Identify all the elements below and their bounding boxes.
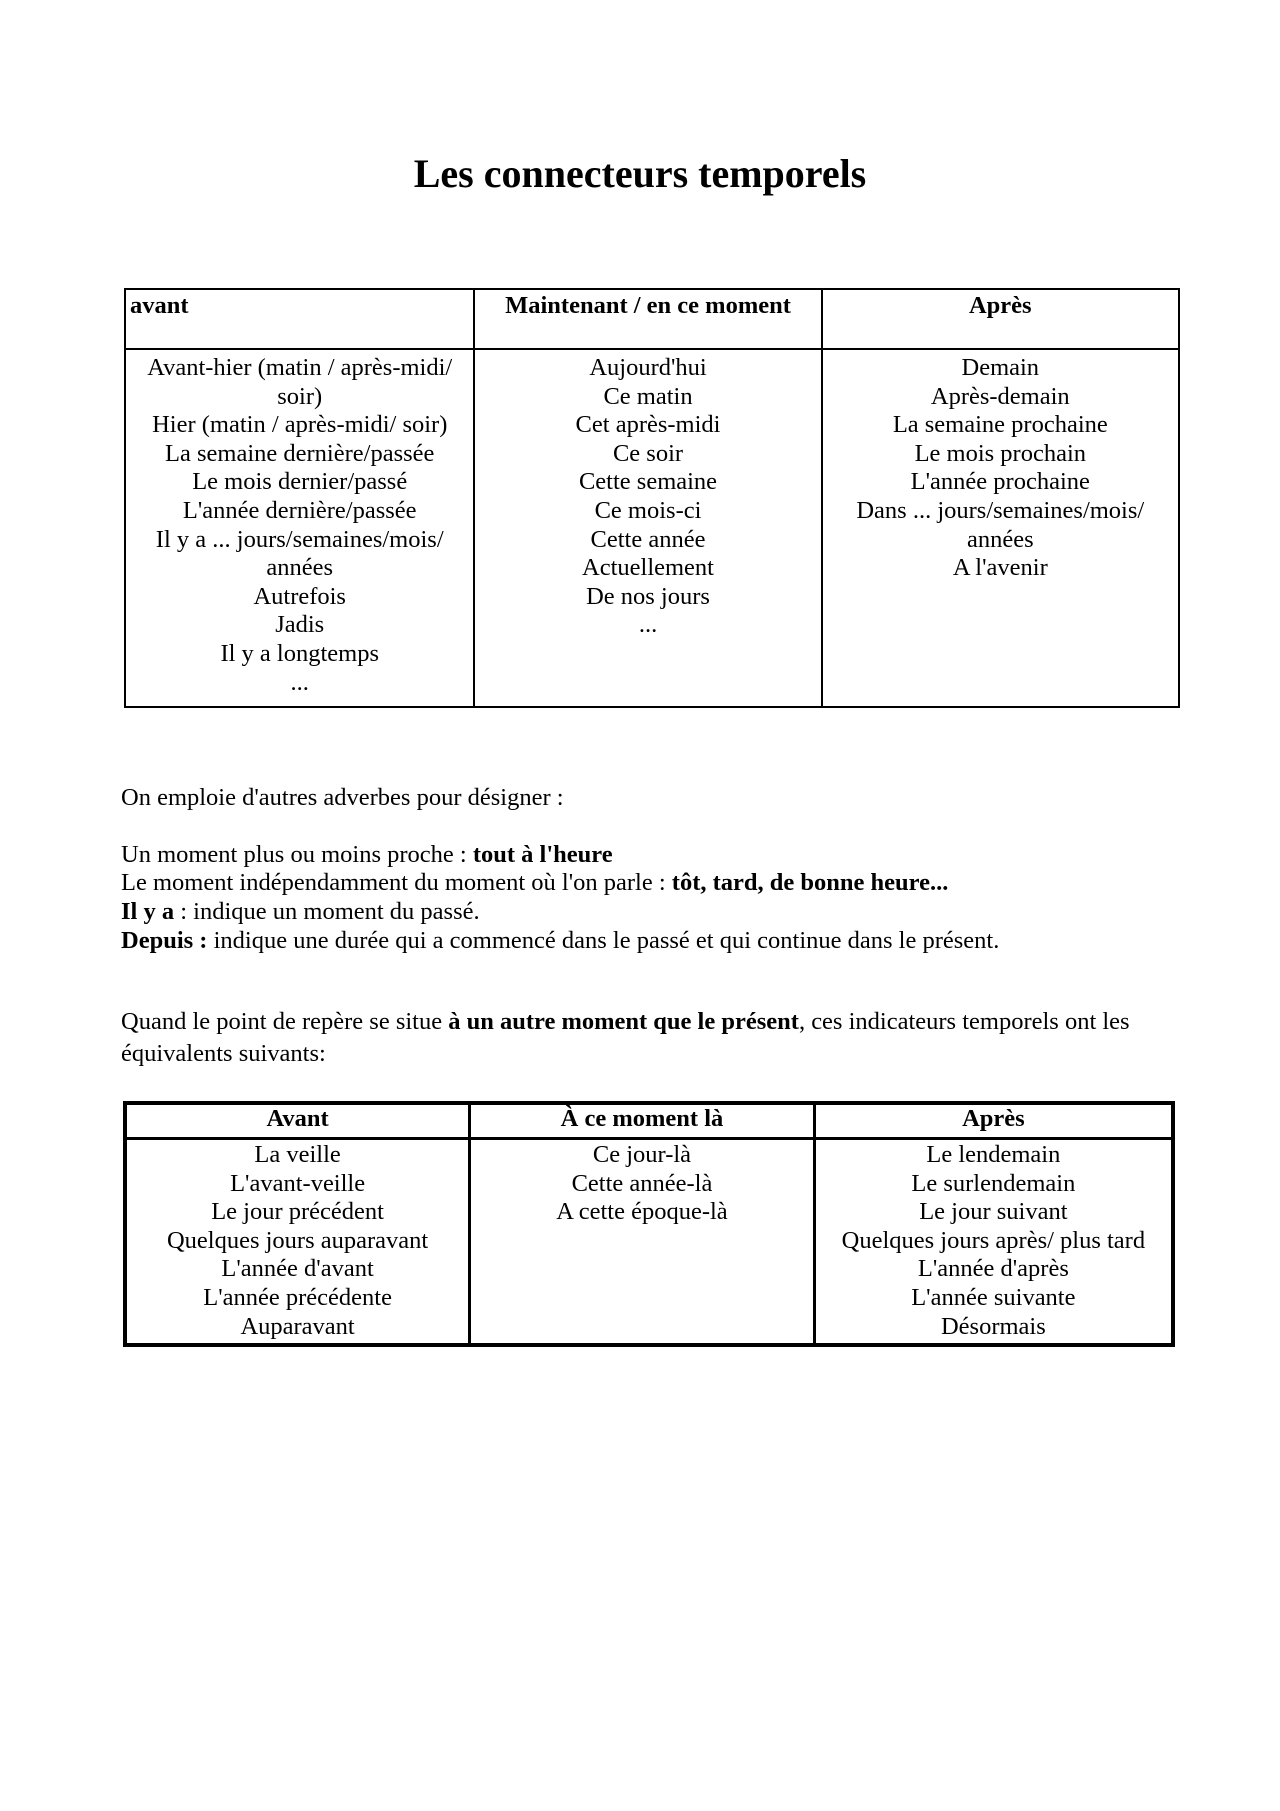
- header-apres: Après: [814, 1103, 1173, 1139]
- cell-line: Cette semaine: [578, 468, 718, 496]
- cell-line: L'avant-veille: [230, 1169, 366, 1197]
- rule-bold: tout à l'heure: [472, 841, 613, 868]
- column-apres: [822, 349, 1179, 707]
- cell-line: Ce matin: [603, 382, 693, 410]
- cell-line: Ce jour-là: [592, 1141, 692, 1168]
- cell-line: L'année précédente: [203, 1283, 392, 1311]
- note-text: Quand le point de repère se situe: [121, 1008, 449, 1035]
- cell-line: L'année dernière/passée: [182, 496, 417, 524]
- rule-line-1: [121, 841, 613, 870]
- rule-bold: Depuis :: [121, 927, 208, 954]
- column-avant: [125, 1139, 470, 1346]
- cell-line: Cette année-là: [571, 1169, 713, 1197]
- cell-line: A cette époque-là: [556, 1198, 728, 1226]
- rule-text: indique une durée qui a commencé dans le passé et qui continue dans le présent.: [207, 927, 1000, 954]
- cell-line: Actuellement: [582, 554, 714, 582]
- cell-line: L'année d'après: [917, 1255, 1069, 1283]
- table-header-row: [125, 289, 1179, 349]
- column-avant: [125, 349, 474, 707]
- cell-line: La semaine dernière/passée: [165, 439, 435, 467]
- table-row: [125, 349, 1179, 707]
- table-header-row: [125, 1103, 1173, 1139]
- cell-line: soir): [277, 382, 323, 410]
- cell-line: Il y a ... jours/semaines/mois/: [155, 525, 444, 553]
- cell-line: années: [966, 525, 1034, 553]
- cell-line: Le lendemain: [926, 1141, 1061, 1168]
- cell-line: Cet après-midi: [575, 411, 721, 439]
- cell-line: années: [266, 554, 334, 582]
- rule-text: : indique un moment du passé.: [174, 898, 480, 925]
- header-apres: Après: [822, 289, 1179, 349]
- cell-line: Dans ... jours/semaines/mois/: [856, 496, 1145, 524]
- note-bold: à un autre moment que le présent: [448, 1008, 799, 1035]
- cell-line: Il y a longtemps: [220, 639, 379, 667]
- cell-line: Le jour précédent: [211, 1198, 384, 1226]
- cell-line: ...: [638, 611, 658, 639]
- column-maintenant: [474, 349, 821, 707]
- cell-line: De nos jours: [586, 582, 710, 610]
- note-text: , ces indicateurs temporels ont les équivalents suivants:: [121, 1008, 1130, 1067]
- cell-line: L'année prochaine: [910, 468, 1090, 496]
- column-a-ce-moment: [470, 1139, 815, 1346]
- cell-line: Le surlendemain: [911, 1169, 1076, 1197]
- cell-line: L'année suivante: [911, 1283, 1076, 1311]
- cell-line: Demain: [961, 354, 1040, 381]
- rule-line-3: [121, 898, 480, 927]
- header-avant: Avant: [125, 1103, 470, 1139]
- equivalents-table: [123, 1101, 1175, 1347]
- rule-bold: tôt, tard, de bonne heure...: [671, 869, 949, 896]
- rule-bold: Il y a: [121, 898, 175, 925]
- cell-line: L'année d'avant: [221, 1255, 374, 1283]
- cell-line: Ce mois-ci: [594, 496, 702, 524]
- header-maintenant: Maintenant / en ce moment: [474, 289, 821, 349]
- cell-line: Après-demain: [930, 382, 1070, 410]
- intro-text: On emploie d'autres adverbes pour désigner :: [121, 784, 564, 811]
- cell-line: Le mois prochain: [914, 439, 1087, 467]
- table-row: [125, 1139, 1173, 1346]
- rule-line-4: [121, 927, 999, 956]
- cell-line: Quelques jours après/ plus tard: [841, 1226, 1146, 1254]
- cell-line: ...: [290, 668, 309, 696]
- cell-line: Auparavant: [240, 1312, 355, 1340]
- rule-text: Un moment plus ou moins proche :: [121, 841, 473, 868]
- cell-line: Cette année: [590, 525, 706, 553]
- cell-line: Jadis: [275, 611, 325, 639]
- cell-line: Quelques jours auparavant: [166, 1226, 429, 1254]
- rule-line-2: [121, 869, 948, 898]
- header-avant: avant: [125, 289, 474, 349]
- cell-line: Le jour suivant: [919, 1198, 1068, 1226]
- temporal-connectors-table: [124, 288, 1180, 708]
- cell-line: Désormais: [940, 1312, 1046, 1340]
- cell-line: Ce soir: [612, 439, 684, 467]
- cell-line: La veille: [254, 1141, 341, 1168]
- cell-line: Aujourd'hui: [589, 354, 707, 381]
- column-apres: [814, 1139, 1173, 1346]
- cell-line: Autrefois: [253, 582, 346, 610]
- cell-line: A l'avenir: [952, 554, 1048, 582]
- cell-line: Hier (matin / après-midi/ soir): [152, 411, 448, 439]
- rule-text: Le moment indépendamment du moment où l'on parle :: [121, 869, 672, 896]
- cell-line: Avant-hier (matin / après-midi/: [147, 354, 453, 381]
- page-title: Les connecteurs temporels: [413, 151, 867, 196]
- cell-line: La semaine prochaine: [892, 411, 1108, 439]
- note-paragraph: [121, 1006, 1181, 1070]
- header-a-ce-moment: À ce moment là: [470, 1103, 815, 1139]
- cell-line: Le mois dernier/passé: [192, 468, 408, 496]
